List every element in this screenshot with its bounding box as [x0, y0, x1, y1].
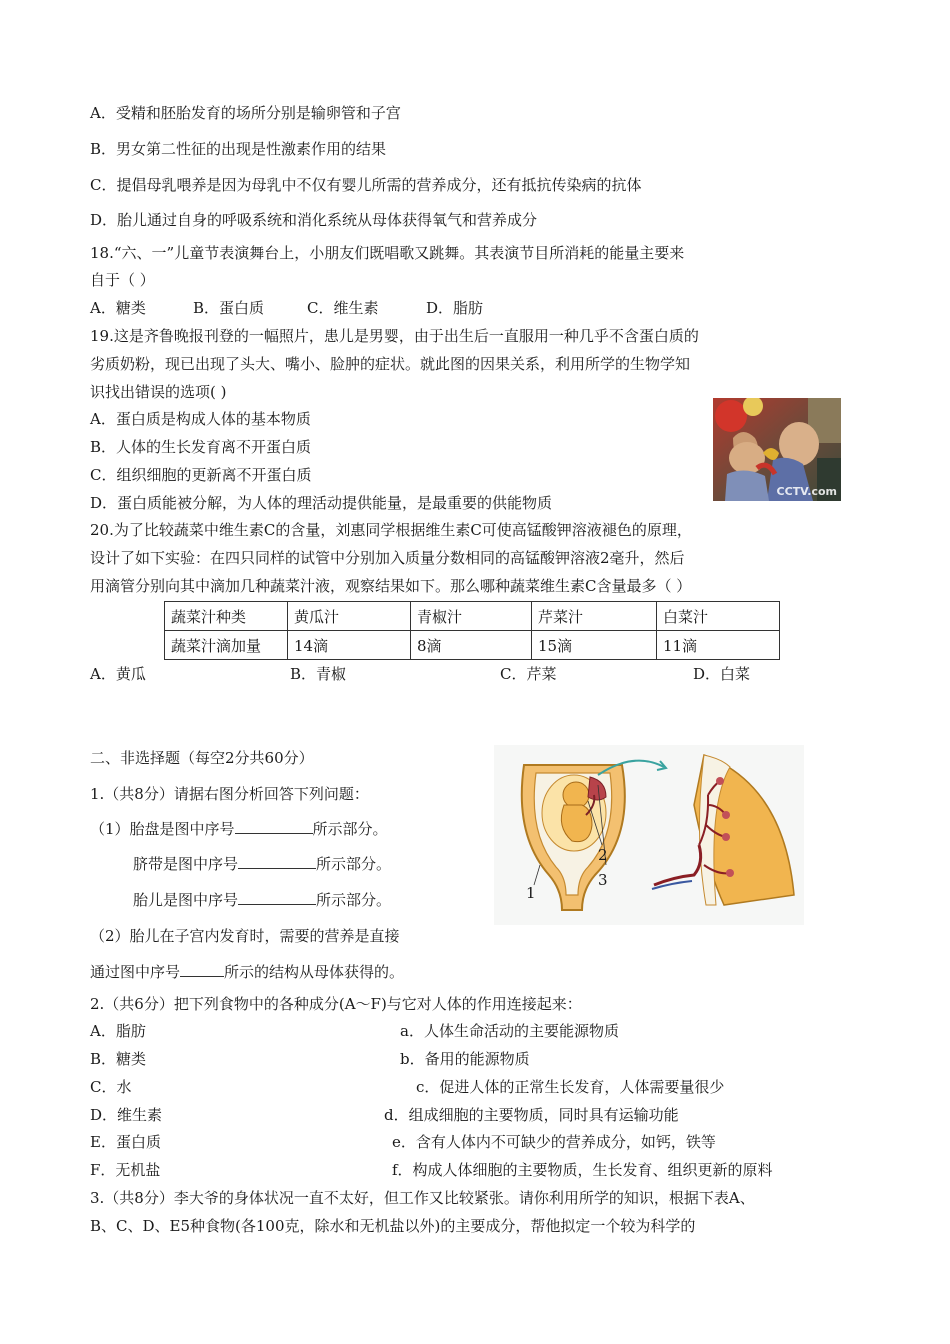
s2-q2-right-a: a．人体生命活动的主要能源物质 — [400, 1022, 619, 1040]
q19-option-d: D．蛋白质能被分解，为人体的理活动提供能量，是最重要的供能物质 — [90, 494, 553, 512]
table-cell: 14滴 — [288, 631, 411, 660]
diagram-label-1: 1 — [526, 884, 536, 902]
q17-option-a: A．受精和胚胎发育的场所分别是输卵管和子宫 — [90, 104, 401, 122]
s2-q2-left-c: C．水 — [90, 1078, 132, 1096]
diagram-label-3: 3 — [598, 871, 608, 889]
q17-option-c: C．提倡母乳喂养是因为母乳中不仅有婴儿所需的营养成分，还有抵抗传染病的抗体 — [90, 176, 642, 194]
s2-q2-left-b: B．糖类 — [90, 1050, 147, 1068]
q20-stem-line2: 设计了如下实验：在四只同样的试管中分别加入质量分数相同的高锰酸钾溶液2毫升，然后 — [90, 549, 685, 567]
q20-stem-line1: 20.为了比较蔬菜中维生素C的含量，刘惠同学根据维生素C可使高锰酸钾溶液褪色的原理， — [90, 521, 692, 539]
s2-q1-placenta-line — [90, 819, 388, 839]
answer-blank[interactable] — [180, 962, 224, 977]
table-row — [165, 602, 780, 631]
s2-q2-left-f: F．无机盐 — [90, 1161, 161, 1179]
news-photo-infant — [713, 398, 841, 501]
q18-stem-line2: 自于（ ） — [90, 271, 155, 289]
s2-q2-right-f: f．构成人体细胞的主要物质，生长发育、组织更新的原料 — [392, 1161, 773, 1179]
s2-q2-right-d: d．组成细胞的主要物质，同时具有运输功能 — [384, 1106, 679, 1124]
q20-option-a: A．黄瓜 — [90, 665, 146, 683]
q19-option-b: B．人体的生长发育离不开蛋白质 — [90, 438, 312, 456]
q20-option-b: B．青椒 — [290, 665, 347, 683]
s2-q1-umbilical-line — [133, 854, 391, 874]
uterus-placenta-diagram — [494, 745, 804, 925]
answer-blank[interactable] — [238, 890, 316, 905]
s2-q2-left-a: A．脂肪 — [90, 1022, 146, 1040]
vegetable-juice-table — [164, 601, 780, 660]
s2-q1-part2: （2）胎儿在子宫内发育时，需要的营养是直接 — [90, 927, 400, 945]
section2-heading: 二、非选择题（每空2分共60分） — [90, 749, 314, 767]
q18-option-a: A．糖类 — [90, 299, 146, 317]
photo-watermark: CCTV.com — [776, 485, 837, 498]
table-cell: 黄瓜汁 — [288, 602, 411, 631]
s2-q1-p2-suffix: 所示部分。 — [316, 855, 392, 873]
s2-q1-p5-suffix: 所示的结构从母体获得的。 — [224, 963, 405, 981]
s2-q1-fetus-line — [133, 890, 391, 910]
q17-option-d: D．胎儿通过自身的呼吸系统和消化系统从母体获得氧气和营养成分 — [90, 211, 538, 229]
table-cell: 蔬菜汁滴加量 — [165, 631, 288, 660]
s2-q2-right-b: b．备用的能源物质 — [400, 1050, 530, 1068]
q17-option-b: B．男女第二性征的出现是性激素作用的结果 — [90, 140, 387, 158]
s2-q2-right-c: c．促进人体的正常生长发育，人体需要量很少 — [416, 1078, 725, 1096]
q20-option-c: C．芹菜 — [500, 665, 557, 683]
s2-q1-p3-suffix: 所示部分。 — [316, 891, 392, 909]
answer-blank[interactable] — [235, 819, 313, 834]
s2-q3-line1: 3.（共8分）李大爷的身体状况一直不太好，但工作又比较紧张。请你利用所学的知识，根据下表A、 — [90, 1189, 755, 1207]
q18-stem-line1: 18.“六、一”儿童节表演舞台上，小朋友们既唱歌又跳舞。其表演节目所消耗的能量主要来 — [90, 244, 685, 262]
table-cell: 白菜汁 — [657, 602, 780, 631]
table-cell: 芹菜汁 — [532, 602, 657, 631]
table-cell: 11滴 — [657, 631, 780, 660]
answer-blank[interactable] — [238, 854, 316, 869]
table-cell: 8滴 — [411, 631, 532, 660]
s2-q1-p1-prefix: （1）胎盘是图中序号 — [90, 820, 235, 838]
s2-q1-p2-prefix: 脐带是图中序号 — [133, 855, 239, 873]
q20-option-d: D．白菜 — [693, 665, 751, 683]
s2-q2-left-d: D．维生素 — [90, 1106, 163, 1124]
s2-q3-line2: B、C、D、E5种食物(各100克，除水和无机盐以外)的主要成分，帮他拟定一个较为科学的 — [90, 1217, 696, 1235]
s2-q1-p1-suffix: 所示部分。 — [312, 820, 388, 838]
table-row — [165, 631, 780, 660]
q18-option-c: C．维生素 — [307, 299, 379, 317]
s2-q1-part2-cont — [90, 962, 404, 982]
q18-option-d: D．脂肪 — [426, 299, 484, 317]
table-cell: 蔬菜汁种类 — [165, 602, 288, 631]
s2-q2-intro: 2.（共6分）把下列食物中的各种成分(A～F)与它对人体的作用连接起来： — [90, 995, 582, 1013]
s2-q1-p3-prefix: 胎儿是图中序号 — [133, 891, 239, 909]
table-cell: 青椒汁 — [411, 602, 532, 631]
q18-option-b: B．蛋白质 — [193, 299, 265, 317]
q20-stem-line3: 用滴管分别向其中滴加几种蔬菜汁液，观察结果如下。那么哪种蔬菜维生素C含量最多（ ） — [90, 577, 692, 595]
diagram-label-2: 2 — [598, 846, 608, 864]
q19-stem-line3: 识找出错误的选项( ) — [90, 383, 227, 401]
s2-q1-p5-prefix: 通过图中序号 — [90, 963, 181, 981]
s2-q2-left-e: E．蛋白质 — [90, 1133, 161, 1151]
s2-q2-right-e: e．含有人体内不可缺少的营养成分，如钙，铁等 — [392, 1133, 716, 1151]
q19-option-c: C．组织细胞的更新离不开蛋白质 — [90, 466, 312, 484]
q19-stem-line2: 劣质奶粉，现已出现了头大、嘴小、脸肿的症状。就此图的因果关系，利用所学的生物学知 — [90, 355, 691, 373]
q19-option-a: A．蛋白质是构成人体的基本物质 — [90, 410, 311, 428]
table-cell: 15滴 — [532, 631, 657, 660]
s2-q1-intro: 1.（共8分）请据右图分析回答下列问题： — [90, 785, 369, 803]
q19-stem-line1: 19.这是齐鲁晚报刊登的一幅照片，患儿是男婴，由于出生后一直服用一种几乎不含蛋白质的 — [90, 327, 699, 345]
